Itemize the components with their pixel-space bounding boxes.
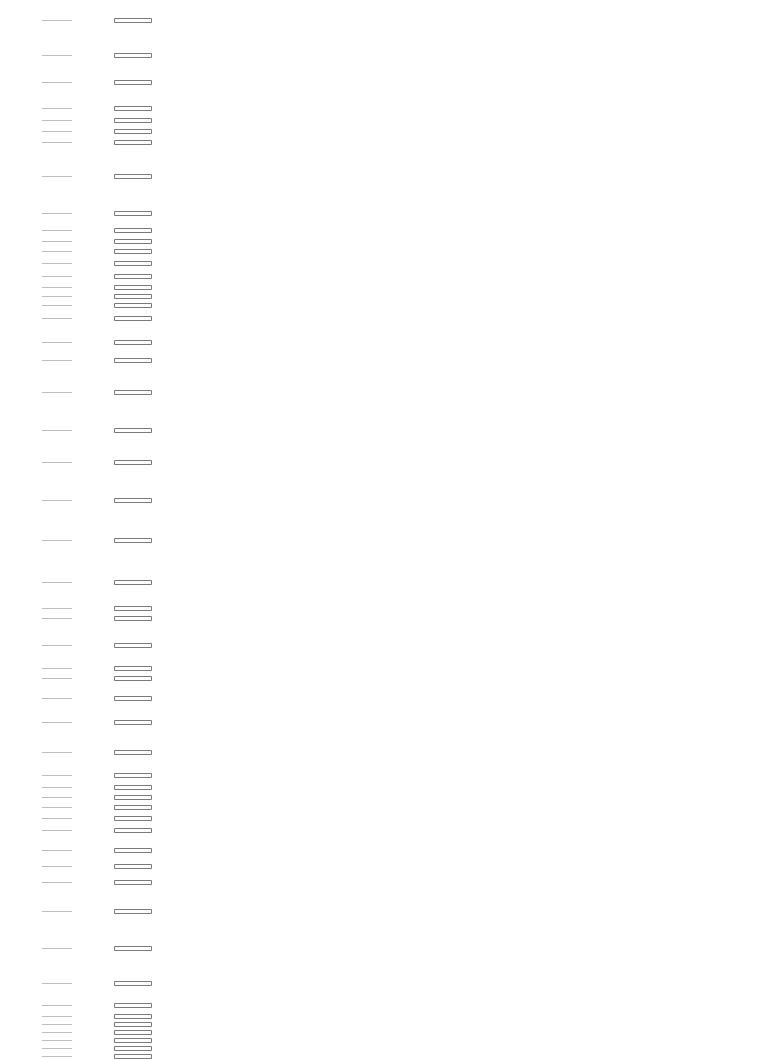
question-number-line [42,462,72,463]
answer-box[interactable] [114,616,152,621]
answer-box[interactable] [114,773,152,778]
answer-box[interactable] [114,428,152,433]
answer-box[interactable] [114,294,152,299]
answer-box[interactable] [114,1014,152,1019]
question-number-line [42,287,72,288]
answer-box[interactable] [114,118,152,123]
question-number-line [42,1048,72,1049]
question-number-line [42,131,72,132]
question-number-line [42,618,72,619]
question-number-line [42,1016,72,1017]
answer-box[interactable] [114,140,152,145]
question-number-line [42,948,72,949]
answer-box[interactable] [114,785,152,790]
answer-box[interactable] [114,643,152,648]
question-number-line [42,540,72,541]
question-number-line [42,392,72,393]
question-number-line [42,797,72,798]
question-number-line [42,1032,72,1033]
answer-box[interactable] [114,239,152,244]
question-number-line [42,500,72,501]
question-number-line [42,807,72,808]
answer-box[interactable] [114,580,152,585]
question-number-line [42,678,72,679]
answer-box[interactable] [114,460,152,465]
question-number-line [42,241,72,242]
question-number-line [42,176,72,177]
answer-box[interactable] [114,816,152,821]
question-number-line [42,830,72,831]
question-number-line [42,866,72,867]
answer-box[interactable] [114,696,152,701]
answer-box[interactable] [114,249,152,254]
answer-box[interactable] [114,1003,152,1008]
answer-box[interactable] [114,80,152,85]
question-number-line [42,296,72,297]
question-number-line [42,911,72,912]
answer-box[interactable] [114,880,152,885]
answer-box[interactable] [114,666,152,671]
question-number-line [42,1040,72,1041]
answer-box[interactable] [114,316,152,321]
answer-box[interactable] [114,129,152,134]
answer-box[interactable] [114,18,152,23]
answer-box[interactable] [114,795,152,800]
question-number-line [42,342,72,343]
answer-box[interactable] [114,864,152,869]
question-number-line [42,882,72,883]
answer-box[interactable] [114,340,152,345]
answer-box[interactable] [114,909,152,914]
question-number-line [42,698,72,699]
answer-box[interactable] [114,1038,152,1043]
answer-box[interactable] [114,1046,152,1051]
question-number-line [42,360,72,361]
question-number-line [42,142,72,143]
answer-box[interactable] [114,538,152,543]
question-number-line [42,430,72,431]
question-number-line [42,850,72,851]
answer-box[interactable] [114,498,152,503]
answer-box[interactable] [114,274,152,279]
answer-box[interactable] [114,805,152,810]
answer-box[interactable] [114,53,152,58]
answer-box[interactable] [114,174,152,179]
question-number-line [42,752,72,753]
question-number-line [42,276,72,277]
question-number-line [42,787,72,788]
question-number-line [42,983,72,984]
answer-box[interactable] [114,1022,152,1027]
question-number-line [42,1056,72,1057]
question-number-line [42,775,72,776]
question-number-line [42,582,72,583]
answer-box[interactable] [114,981,152,986]
answer-box[interactable] [114,358,152,363]
question-number-line [42,668,72,669]
answer-box[interactable] [114,828,152,833]
question-number-line [42,318,72,319]
answer-box[interactable] [114,106,152,111]
question-number-line [42,305,72,306]
question-number-line [42,608,72,609]
question-number-line [42,722,72,723]
answer-box[interactable] [114,390,152,395]
answer-box[interactable] [114,848,152,853]
question-number-line [42,20,72,21]
question-number-line [42,818,72,819]
question-number-line [42,82,72,83]
question-number-line [42,120,72,121]
question-number-line [42,251,72,252]
question-number-line [42,1024,72,1025]
answer-box[interactable] [114,285,152,290]
answer-box[interactable] [114,228,152,233]
answer-box[interactable] [114,676,152,681]
question-number-line [42,108,72,109]
question-number-line [42,55,72,56]
answer-box[interactable] [114,211,152,216]
answer-box[interactable] [114,720,152,725]
answer-box[interactable] [114,606,152,611]
question-number-line [42,213,72,214]
question-number-line [42,645,72,646]
question-number-line [42,230,72,231]
answer-box[interactable] [114,303,152,308]
answer-box[interactable] [114,750,152,755]
question-number-line [42,1005,72,1006]
answer-box[interactable] [114,946,152,951]
question-number-line [42,263,72,264]
answer-box[interactable] [114,261,152,266]
answer-box[interactable] [114,1054,152,1059]
answer-box[interactable] [114,1030,152,1035]
